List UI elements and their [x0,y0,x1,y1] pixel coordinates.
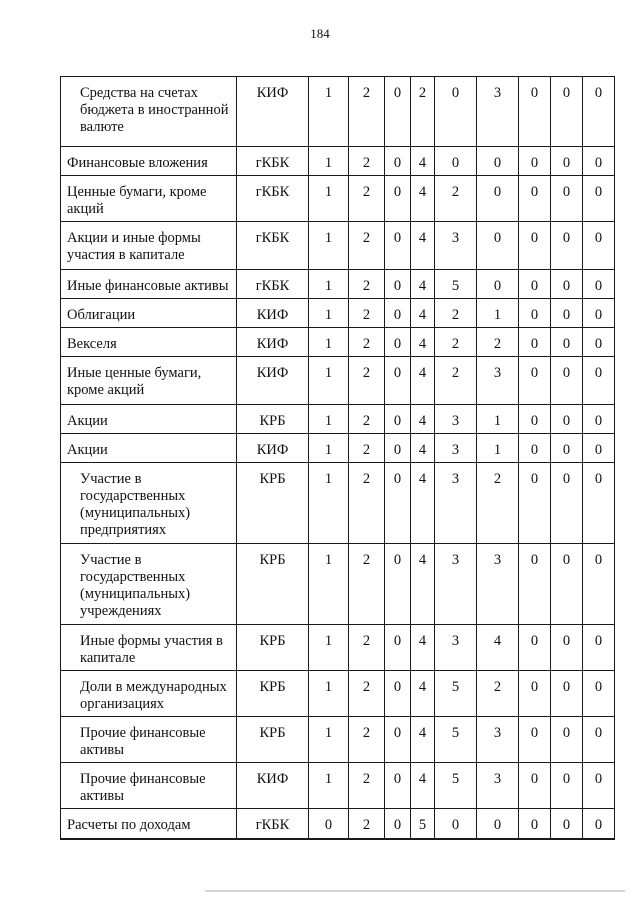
code-digit-cell: 0 [583,405,615,434]
code-digit-cell: 0 [519,434,551,463]
code-digit-cell: 0 [385,434,411,463]
code-digit-cell: 0 [519,809,551,839]
code-digit-cell: 0 [583,434,615,463]
code-digit-cell: 4 [411,176,435,222]
code-type-cell: КИФ [237,357,309,405]
code-digit-cell: 0 [519,147,551,176]
code-type-cell: КРБ [237,717,309,763]
code-digit-cell: 0 [519,299,551,328]
code-digit-cell: 0 [583,717,615,763]
code-digit-cell: 4 [411,671,435,717]
code-digit-cell: 1 [309,717,349,763]
code-digit-cell: 3 [435,405,477,434]
table-row [61,357,615,405]
code-digit-cell: 0 [385,299,411,328]
code-type-cell: КРБ [237,625,309,671]
code-digit-cell: 0 [477,222,519,270]
code-digit-cell: 0 [385,270,411,299]
code-digit-cell: 0 [435,147,477,176]
code-digit-cell: 1 [309,77,349,147]
code-digit-cell: 0 [385,176,411,222]
table-row [61,222,615,270]
code-digit-cell: 0 [551,222,583,270]
code-digit-cell: 1 [309,763,349,809]
code-digit-cell: 0 [519,671,551,717]
code-digit-cell: 2 [349,222,385,270]
code-digit-cell: 3 [477,763,519,809]
code-digit-cell: 4 [411,625,435,671]
table-row [61,763,615,809]
account-name-cell: Иные ценные бумаги, кроме акций [61,357,237,405]
code-digit-cell: 1 [309,463,349,544]
code-digit-cell: 5 [411,809,435,839]
code-digit-cell: 2 [435,299,477,328]
code-digit-cell: 2 [349,270,385,299]
code-digit-cell: 0 [551,328,583,357]
code-digit-cell: 1 [309,299,349,328]
code-digit-cell: 0 [385,809,411,839]
code-digit-cell: 4 [411,222,435,270]
code-digit-cell: 0 [385,463,411,544]
code-digit-cell: 3 [435,463,477,544]
code-type-cell: КИФ [237,328,309,357]
code-digit-cell: 2 [435,176,477,222]
code-digit-cell: 4 [411,463,435,544]
code-digit-cell: 0 [583,544,615,625]
code-digit-cell: 0 [385,544,411,625]
code-digit-cell: 0 [551,357,583,405]
code-digit-cell: 4 [477,625,519,671]
code-type-cell: гКБК [237,176,309,222]
code-digit-cell: 0 [519,328,551,357]
code-digit-cell: 2 [477,328,519,357]
code-digit-cell: 2 [411,77,435,147]
code-digit-cell: 0 [385,405,411,434]
code-digit-cell: 0 [583,222,615,270]
code-digit-cell: 0 [583,463,615,544]
code-digit-cell: 2 [349,671,385,717]
account-name-cell: Прочие финансовые активы [61,717,237,763]
code-digit-cell: 0 [385,77,411,147]
code-digit-cell: 0 [583,270,615,299]
code-digit-cell: 0 [583,625,615,671]
table-row [61,299,615,328]
code-digit-cell: 2 [349,763,385,809]
code-digit-cell: 4 [411,434,435,463]
code-digit-cell: 0 [551,176,583,222]
code-digit-cell: 0 [519,625,551,671]
code-digit-cell: 0 [519,763,551,809]
code-digit-cell: 0 [551,77,583,147]
account-name-cell: Ценные бумаги, кроме акций [61,176,237,222]
code-digit-cell: 0 [477,270,519,299]
code-digit-cell: 2 [349,544,385,625]
code-digit-cell: 0 [385,222,411,270]
code-digit-cell: 0 [519,77,551,147]
code-digit-cell: 0 [519,270,551,299]
code-digit-cell: 0 [551,463,583,544]
code-digit-cell: 0 [551,671,583,717]
code-digit-cell: 1 [309,434,349,463]
code-digit-cell: 4 [411,763,435,809]
code-type-cell: гКБК [237,809,309,839]
code-digit-cell: 3 [477,717,519,763]
code-digit-cell: 0 [519,176,551,222]
code-digit-cell: 2 [349,717,385,763]
code-digit-cell: 2 [349,625,385,671]
account-name-cell: Участие в государственных (муниципальных) предприятиях [61,463,237,544]
code-digit-cell: 2 [435,328,477,357]
code-digit-cell: 1 [477,299,519,328]
account-name-cell: Иные финансовые активы [61,270,237,299]
code-digit-cell: 0 [519,717,551,763]
table-row [61,625,615,671]
code-digit-cell: 0 [583,763,615,809]
code-digit-cell: 3 [435,222,477,270]
code-digit-cell: 5 [435,671,477,717]
code-digit-cell: 0 [583,176,615,222]
code-digit-cell: 0 [519,544,551,625]
code-digit-cell: 2 [349,176,385,222]
code-digit-cell: 0 [385,625,411,671]
code-digit-cell: 4 [411,299,435,328]
code-digit-cell: 2 [349,77,385,147]
code-digit-cell: 2 [349,147,385,176]
account-name-cell: Финансовые вложения [61,147,237,176]
account-name-cell: Акции и иные формы участия в капитале [61,222,237,270]
code-digit-cell: 1 [309,270,349,299]
account-name-cell: Участие в государственных (муниципальных) учреждениях [61,544,237,625]
account-name-cell: Средства на счетах бюджета в иностранной валюте [61,77,237,147]
code-digit-cell: 4 [411,717,435,763]
code-digit-cell: 1 [309,147,349,176]
table-row [61,328,615,357]
table-row [61,176,615,222]
code-digit-cell: 0 [477,147,519,176]
code-digit-cell: 0 [583,77,615,147]
code-digit-cell: 0 [435,809,477,839]
code-digit-cell: 0 [519,222,551,270]
code-digit-cell: 2 [349,463,385,544]
code-digit-cell: 0 [385,328,411,357]
code-digit-cell: 4 [411,405,435,434]
code-digit-cell: 5 [435,763,477,809]
code-digit-cell: 0 [583,328,615,357]
code-digit-cell: 3 [435,434,477,463]
code-digit-cell: 0 [519,405,551,434]
code-digit-cell: 0 [551,625,583,671]
code-type-cell: КИФ [237,77,309,147]
table-row [61,463,615,544]
code-digit-cell: 2 [349,299,385,328]
code-digit-cell: 0 [385,147,411,176]
account-name-cell: Иные формы участия в капитале [61,625,237,671]
code-digit-cell: 0 [551,763,583,809]
account-codes-table [60,76,615,840]
code-type-cell: КИФ [237,763,309,809]
table-row [61,434,615,463]
code-type-cell: КИФ [237,434,309,463]
code-digit-cell: 1 [309,328,349,357]
code-digit-cell: 4 [411,147,435,176]
code-digit-cell: 1 [309,405,349,434]
code-digit-cell: 0 [477,809,519,839]
table-body [61,77,615,839]
table-row [61,147,615,176]
code-digit-cell: 3 [477,77,519,147]
code-digit-cell: 2 [349,434,385,463]
code-digit-cell: 4 [411,544,435,625]
code-type-cell: КРБ [237,671,309,717]
code-digit-cell: 0 [551,544,583,625]
code-digit-cell: 1 [309,357,349,405]
code-digit-cell: 0 [583,671,615,717]
code-digit-cell: 0 [551,809,583,839]
code-digit-cell: 2 [349,809,385,839]
table-row [61,405,615,434]
code-digit-cell: 0 [477,176,519,222]
code-digit-cell: 1 [309,544,349,625]
table-row [61,544,615,625]
code-digit-cell: 3 [477,357,519,405]
code-digit-cell: 0 [385,763,411,809]
code-digit-cell: 1 [477,434,519,463]
account-name-cell: Расчеты по доходам [61,809,237,839]
code-digit-cell: 1 [309,176,349,222]
table-row [61,809,615,839]
code-digit-cell: 0 [309,809,349,839]
code-digit-cell: 2 [477,671,519,717]
scan-artifact-line [205,890,625,892]
code-digit-cell: 0 [551,299,583,328]
code-type-cell: гКБК [237,222,309,270]
code-digit-cell: 0 [385,671,411,717]
code-type-cell: КРБ [237,544,309,625]
table-row [61,270,615,299]
code-digit-cell: 0 [519,463,551,544]
code-digit-cell: 3 [435,544,477,625]
code-digit-cell: 0 [551,147,583,176]
code-digit-cell: 3 [477,544,519,625]
code-type-cell: гКБК [237,147,309,176]
account-name-cell: Векселя [61,328,237,357]
code-digit-cell: 0 [385,717,411,763]
table-row [61,77,615,147]
code-digit-cell: 1 [309,625,349,671]
code-digit-cell: 5 [435,270,477,299]
code-type-cell: гКБК [237,270,309,299]
code-digit-cell: 3 [435,625,477,671]
code-digit-cell: 2 [435,357,477,405]
code-digit-cell: 4 [411,357,435,405]
account-name-cell: Доли в международных организациях [61,671,237,717]
code-digit-cell: 0 [583,357,615,405]
account-name-cell: Акции [61,405,237,434]
code-digit-cell: 0 [583,299,615,328]
code-digit-cell: 2 [349,328,385,357]
account-name-cell: Облигации [61,299,237,328]
page-number: 184 [310,26,330,41]
code-digit-cell: 1 [309,222,349,270]
code-digit-cell: 0 [435,77,477,147]
code-digit-cell: 1 [309,671,349,717]
code-digit-cell: 2 [477,463,519,544]
account-name-cell: Акции [61,434,237,463]
code-digit-cell: 0 [551,434,583,463]
table-row [61,671,615,717]
code-digit-cell: 0 [583,809,615,839]
code-type-cell: КРБ [237,405,309,434]
code-type-cell: КРБ [237,463,309,544]
code-digit-cell: 0 [551,270,583,299]
code-digit-cell: 0 [551,405,583,434]
code-digit-cell: 1 [477,405,519,434]
code-digit-cell: 2 [349,357,385,405]
code-digit-cell: 0 [519,357,551,405]
account-name-cell: Прочие финансовые активы [61,763,237,809]
code-digit-cell: 2 [349,405,385,434]
code-digit-cell: 4 [411,328,435,357]
code-digit-cell: 0 [551,717,583,763]
code-digit-cell: 0 [583,147,615,176]
code-digit-cell: 4 [411,270,435,299]
code-digit-cell: 5 [435,717,477,763]
table-row [61,717,615,763]
code-type-cell: КИФ [237,299,309,328]
code-digit-cell: 0 [385,357,411,405]
